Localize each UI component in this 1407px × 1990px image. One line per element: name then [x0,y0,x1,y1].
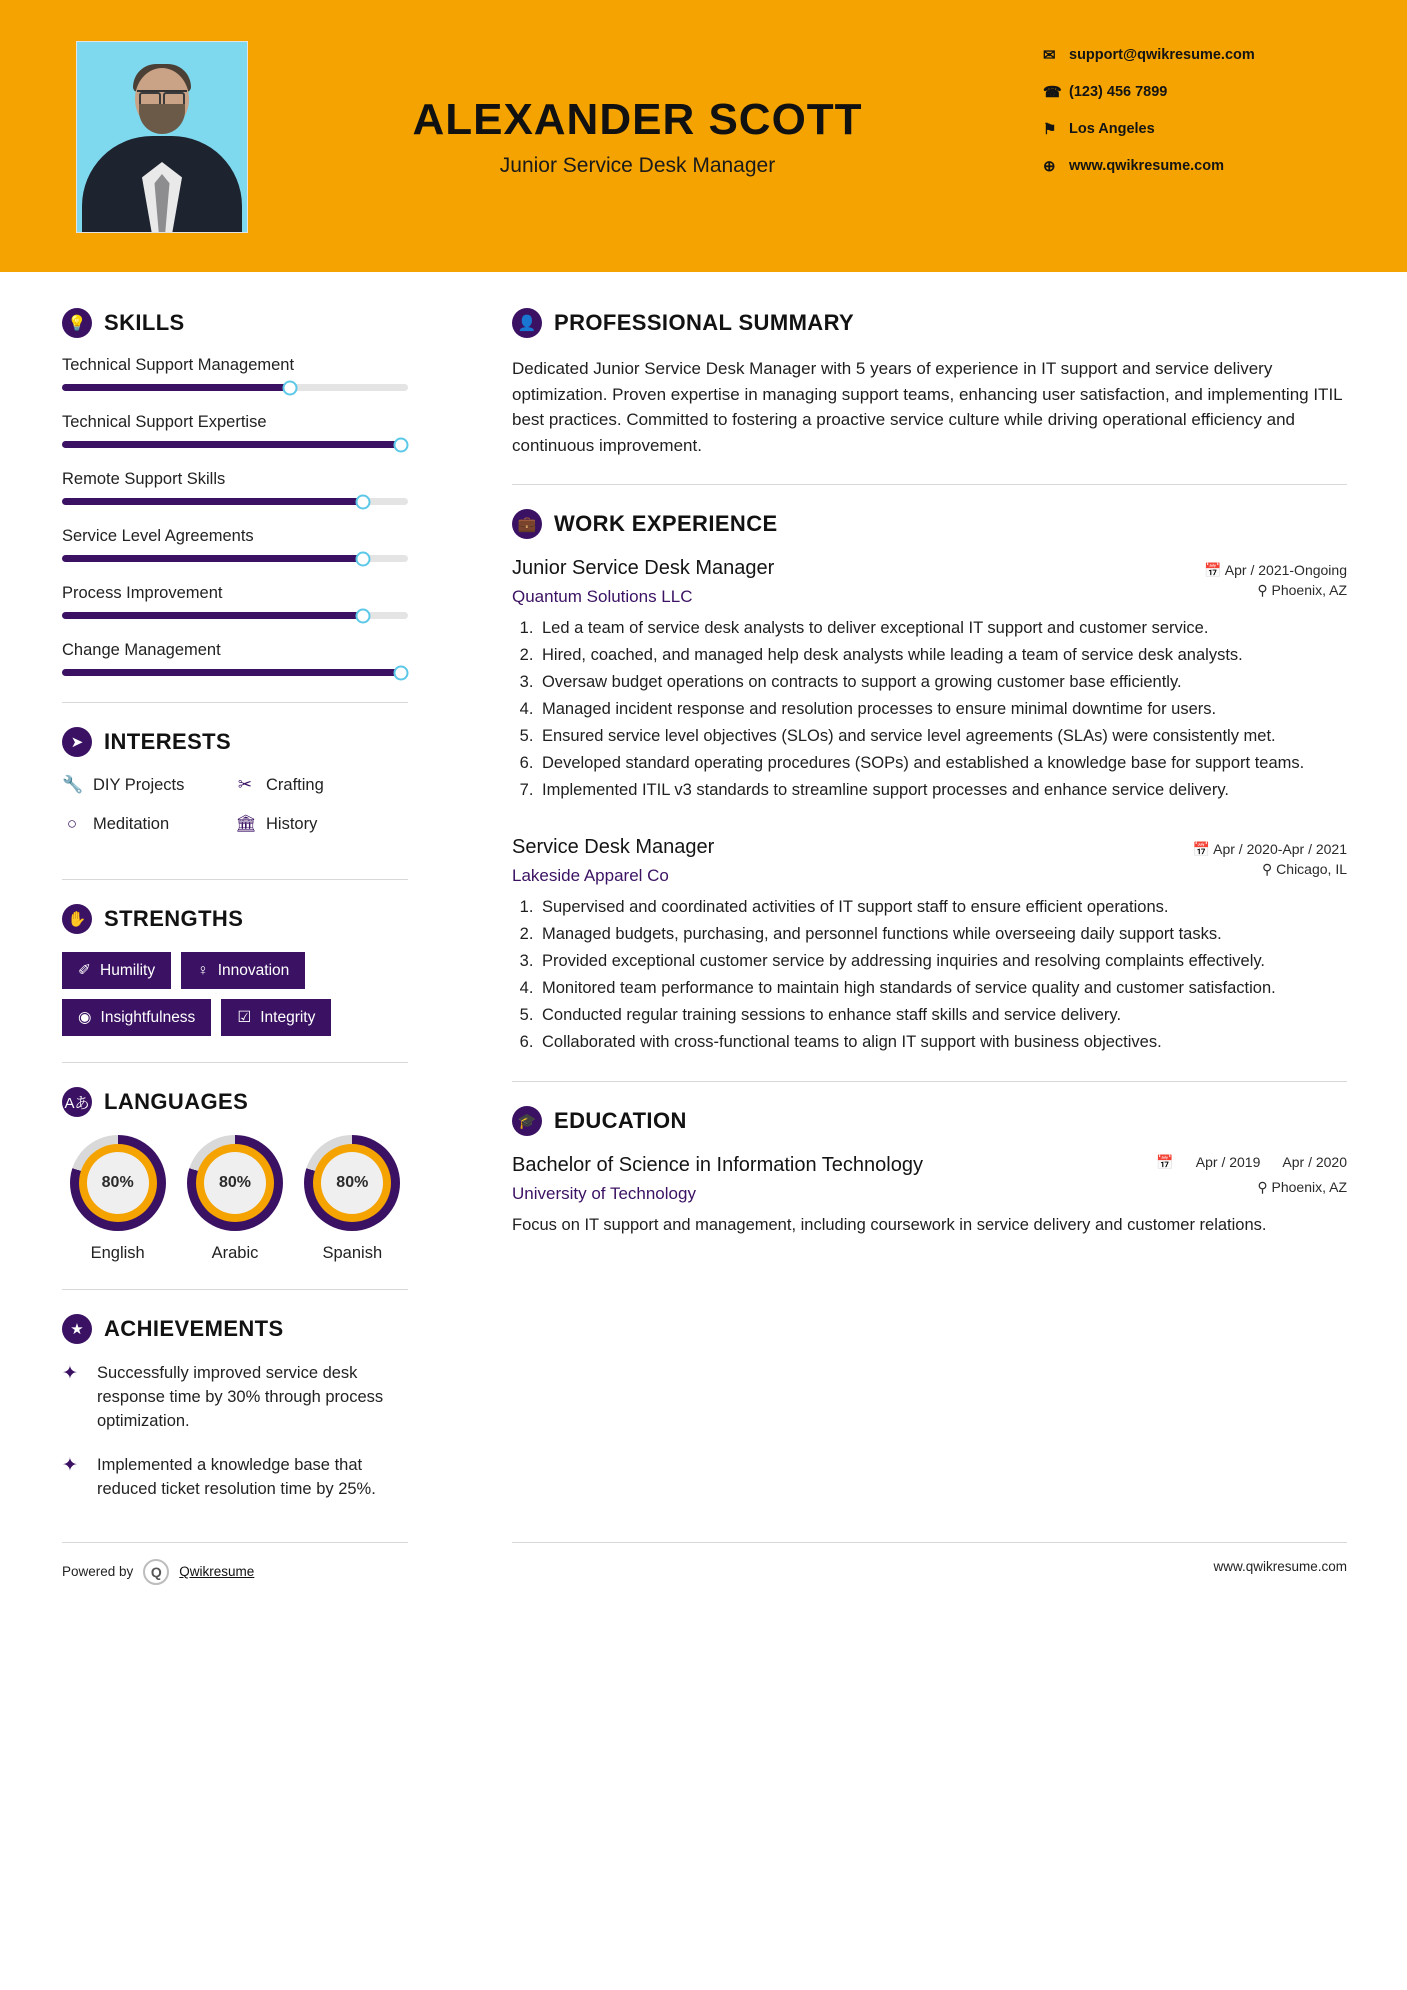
work-dates: 📅 Apr / 2021-Ongoing [1204,562,1347,578]
museum-icon: 🏛 [235,814,257,833]
education-date-start: Apr / 2019 [1195,1153,1261,1170]
divider [62,702,408,703]
divider [62,879,408,880]
interest-item [62,814,235,834]
interest-label: Meditation [93,814,170,833]
section-skills [62,308,408,676]
section-achievements [62,1314,408,1502]
education-row [512,1154,1347,1177]
interest-label: History [266,814,318,833]
contact-location [1043,120,1343,138]
briefcase-icon: 💼 [512,509,542,539]
star-icon: ✦ [62,1363,78,1384]
work-heading [512,509,1347,539]
contact-website-text: www.qwikresume.com [1069,158,1224,174]
skill-label: Change Management [62,641,221,659]
work-bullet: 6. Developed standard operating procedures (SOPs) and established a knowledge base for support teams. [538,752,1347,776]
section-languages [62,1087,408,1263]
strength-chip [62,952,171,989]
check-box-icon: ☑ [237,1009,252,1026]
summary-heading [512,308,1347,338]
work-bullet: 4. Monitored team performance to maintain high standards of service quality and customer satisfaction. [538,977,1347,1001]
work-bullet: 5. Ensured service level objectives (SLOs) and service level agreements (SLAs) were consistently met. [538,725,1347,749]
strengths-title: STRENGTHS [104,906,244,931]
languages-heading [62,1087,408,1117]
education-location-text: Phoenix, AZ [1271,1178,1347,1195]
summary-text: Dedicated Junior Service Desk Manager with 5 years of experience in IT support and service delivery optimization. Proven expertise in managing support teams, enhancing user satisfaction, and implementing ITIL best practices. Committed to fostering a proactive service culture while driving operational efficiency and continuous improvement. [512,359,1342,455]
education-heading [512,1106,1347,1136]
language-value: 80% [321,1152,383,1214]
work-list [512,557,1347,1055]
divider [512,1081,1347,1082]
calendar-icon: 📅 [1156,1153,1174,1170]
interests-heading [62,727,408,757]
work-location: ⚲ Chicago, IL [1262,861,1347,878]
work-title-row [512,836,1347,859]
contact-phone[interactable] [1043,83,1343,101]
work-company-row [512,582,1347,607]
skill-label: Service Level Agreements [62,527,254,545]
language-donut [304,1135,400,1231]
work-item [512,836,1347,1055]
interests-list [62,775,408,853]
summary-title: PROFESSIONAL SUMMARY [554,310,855,335]
paper-plane-icon: ➤ [62,727,92,757]
skill-item [62,356,408,391]
language-item [297,1135,408,1263]
qwikresume-logo-icon: Q [143,1559,169,1585]
work-company: Quantum Solutions LLC [512,587,693,606]
powered-by-label: Powered by [62,1564,134,1580]
work-location: ⚲ Phoenix, AZ [1257,582,1347,598]
location-pin-icon: ⚲ [1257,1178,1268,1195]
skills-list [62,356,408,676]
strengths-heading [62,904,408,934]
envelope-icon: ✉ [1043,47,1056,64]
strengths-list [62,952,408,1036]
skill-label: Technical Support Expertise [62,413,267,431]
work-item [512,557,1347,802]
location-pin-icon: ⚲ [1257,582,1268,598]
work-bullet: 3. Provided exceptional customer service by addressing inquiries and resolving complaints effectively. [538,950,1347,974]
work-bullet: 1. Supervised and coordinated activities of IT support staff to ensure efficient operations. [538,896,1347,920]
work-title: WORK EXPERIENCE [554,511,778,536]
language-name: Spanish [322,1244,383,1262]
language-name: English [90,1244,145,1262]
contact-list [1043,46,1343,194]
circle-icon: ○ [66,814,78,833]
language-item [62,1135,173,1263]
divider [62,1289,408,1290]
skill-bar [62,669,408,676]
interest-item [235,775,408,795]
work-bullet: 5. Conducted regular training sessions to enhance staff skills and service delivery. [538,1004,1347,1028]
footer [0,1542,1407,1585]
skill-bar [62,498,408,505]
achievements-title: ACHIEVEMENTS [104,1316,284,1341]
location-pin-icon: ⚑ [1043,121,1057,138]
phone-icon: ☎ [1043,84,1062,101]
work-bullets [538,617,1347,802]
wrench-icon: 🔧 [62,775,84,794]
skill-item [62,584,408,619]
interest-label: Crafting [266,775,324,794]
languages-title: LANGUAGES [104,1089,249,1114]
footer-website: www.qwikresume.com [1213,1558,1347,1574]
language-donut [187,1135,283,1231]
work-title-row [512,557,1347,580]
work-bullet: 2. Hired, coached, and managed help desk analysts while leading a team of service desk analysts. [538,644,1347,668]
location-pin-icon: ⚲ [1262,861,1273,878]
strength-chip [181,952,305,989]
work-bullets [538,896,1347,1055]
work-role: Junior Service Desk Manager [512,557,775,579]
translate-icon: Aあ [62,1087,92,1117]
candidate-title: Junior Service Desk Manager [499,154,776,178]
language-value: 80% [204,1152,266,1214]
divider [62,1062,408,1063]
calendar-icon: 📅 [1204,562,1222,578]
interest-item [235,814,408,834]
interests-title: INTERESTS [104,729,232,754]
education-description: Focus on IT support and management, including coursework in service delivery and customer relations. [512,1215,1267,1234]
profile-photo [76,41,248,233]
section-summary [512,308,1347,458]
work-bullet: 1. Led a team of service desk analysts to deliver exceptional IT support and customer service. [538,617,1347,641]
work-role: Service Desk Manager [512,836,715,859]
strength-chip [62,999,211,1036]
education-dates [1156,1154,1347,1171]
language-name: Arabic [211,1244,259,1262]
eye-icon: ◉ [78,1009,92,1026]
globe-icon: ⊕ [1043,158,1056,175]
skill-label: Remote Support Skills [62,470,226,488]
work-company: Lakeside Apparel Co [512,866,669,886]
strength-label: Insightfulness [100,1008,196,1026]
skill-bar [62,384,408,391]
work-dates: 📅 Apr / 2020-Apr / 2021 [1192,841,1347,858]
work-bullet: 7. Implemented ITIL v3 standards to streamline support processes and enhance service delivery. [538,779,1347,803]
section-work [512,509,1347,1055]
section-strengths [62,904,408,1036]
languages-list [62,1135,408,1263]
bulb-icon: ♀ [197,961,209,979]
fist-icon: ✋ [62,904,92,934]
calendar-icon: 📅 [1192,841,1210,858]
candidate-name: ALEXANDER SCOTT [412,94,863,144]
education-degree: Bachelor of Science in Information Technology [512,1153,923,1176]
skill-bar [62,555,408,562]
skill-label: Process Improvement [62,584,223,602]
work-bullet: 3. Oversaw budget operations on contracts to support a growing customer base efficiently. [538,671,1347,695]
star-icon: ✦ [62,1454,78,1476]
skills-title: SKILLS [104,310,185,335]
contact-email[interactable] [1043,46,1343,64]
skill-item [62,413,408,448]
work-bullet: 2. Managed budgets, purchasing, and personnel functions while overseeing daily support tasks. [538,923,1347,947]
education-school-row [512,1179,1347,1204]
language-value: 80% [87,1152,149,1214]
work-bullet: 4. Managed incident response and resolution processes to ensure minimal downtime for users. [538,698,1347,722]
achievement-text: Successfully improved service desk response time by 30% through process optimization. [97,1364,384,1430]
achievement-text: Implemented a knowledge base that reduced ticket resolution time by 25%. [97,1455,376,1498]
education-school: University of Technology [512,1183,696,1203]
education-location [1257,1179,1347,1196]
resume-header [0,0,1407,272]
user-icon: 👤 [512,308,542,338]
sidebar [0,272,470,1542]
skill-bar [62,612,408,619]
work-company-row [512,861,1347,886]
strength-label: Humility [100,961,156,979]
skills-heading [62,308,408,338]
lightbulb-icon: 💡 [62,308,92,338]
education-date-end: Apr / 2020 [1282,1153,1347,1170]
graduation-icon: 🎓 [512,1106,542,1136]
strength-chip [221,999,331,1036]
leaf-icon: ✐ [78,962,91,979]
scissors-icon: ✂ [237,775,253,794]
work-bullet: 6. Collaborated with cross-functional teams to align IT support with business objectives. [538,1031,1347,1055]
skill-item [62,527,408,562]
achievement-item [62,1454,408,1502]
contact-website[interactable] [1043,157,1343,175]
strength-label: Integrity [260,1008,316,1026]
divider [512,484,1347,485]
skill-label: Technical Support Management [62,356,295,374]
skill-item [62,470,408,505]
main-content [470,272,1407,1542]
section-education [512,1106,1347,1238]
contact-email-text: support@qwikresume.com [1069,47,1255,63]
qwikresume-link[interactable]: Qwikresume [179,1564,255,1580]
section-interests [62,727,408,853]
contact-phone-text: (123) 456 7899 [1069,84,1168,100]
interest-item [62,775,235,795]
education-title: EDUCATION [554,1107,687,1133]
language-donut [70,1135,166,1231]
skill-bar [62,441,408,448]
language-item [179,1135,290,1263]
skill-item [62,641,408,676]
achievements-list [62,1362,408,1502]
contact-location-text: Los Angeles [1069,121,1155,137]
achievement-item [62,1362,408,1434]
strength-label: Innovation [217,961,290,979]
star-badge-icon: ★ [62,1314,92,1344]
achievements-heading [62,1314,408,1344]
interest-label: DIY Projects [93,775,185,794]
